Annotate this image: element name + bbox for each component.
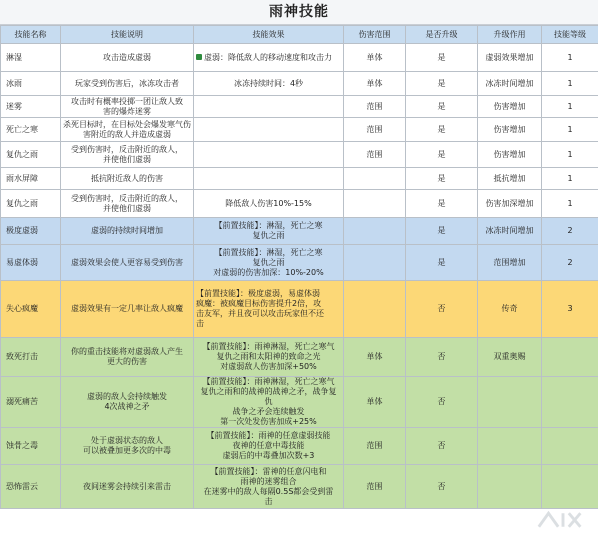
- cell-range: 范围: [344, 96, 406, 118]
- cell-skill-desc: [61, 338, 194, 377]
- cell-range: [344, 218, 406, 245]
- effect-line: [196, 289, 341, 299]
- cell-range: [344, 190, 406, 218]
- effect-text: 【前置技能】：淋湿，死亡之寒: [214, 247, 323, 257]
- cell-range: 范围: [344, 428, 406, 465]
- cell-level: 1: [542, 44, 598, 72]
- desc-line: 杀死目标时，在目标处会爆发寒气伤: [63, 119, 191, 129]
- desc-line: 更大的伤害: [107, 357, 147, 366]
- cell-upgrade: 否: [406, 465, 478, 509]
- cell-level: [542, 428, 598, 465]
- effect-line: [196, 352, 341, 362]
- effect-text: 击: [196, 319, 204, 328]
- effect-text: 复仇之雨: [252, 231, 285, 240]
- cell-skill-desc: [61, 118, 194, 142]
- cell-skill-name: 恐怖雷云: [1, 465, 61, 509]
- table-row: [1, 96, 598, 118]
- cell-skill-desc: [61, 428, 194, 465]
- green-flag-icon: [196, 54, 202, 60]
- effect-text: 【前置技能】：淋湿，死亡之寒: [214, 221, 323, 230]
- table-row: [1, 338, 598, 377]
- desc-line: 虚弱效果有一定几率让敌人疯魔: [71, 304, 183, 313]
- effect-line: [196, 362, 341, 372]
- effect-text: 雨神的迷雾组合: [240, 476, 297, 486]
- cell-effect-up: 范围增加: [478, 245, 542, 281]
- effect-text: 冰冻持续时间：4秒: [233, 78, 304, 88]
- cell-level: [542, 377, 598, 428]
- cell-upgrade: 是: [406, 245, 478, 281]
- table-row: [1, 142, 598, 168]
- cell-level: 2: [542, 245, 598, 281]
- cell-skill-name: 极度虚弱: [1, 218, 61, 245]
- cell-upgrade: 是: [406, 96, 478, 118]
- effect-text: 降低敌人伤害10%-15%: [225, 198, 312, 208]
- effect-text: 复仇之雨和太阳神的致命之光: [216, 352, 321, 361]
- effect-line: [196, 309, 341, 319]
- table-row: [1, 168, 598, 190]
- cell-upgrade: 否: [406, 281, 478, 338]
- cell-level: 1: [542, 142, 598, 168]
- cell-skill-desc: [61, 44, 194, 72]
- cell-effect-up: 伤害加深增加: [478, 190, 542, 218]
- header-skill-level: 技能等级: [542, 26, 598, 44]
- cell-skill-name: 冰雨: [1, 72, 61, 96]
- watermark-logo: [534, 505, 592, 535]
- cell-range: 单体: [344, 44, 406, 72]
- effect-text: 【前置技能】：雨神淋湿，死亡之寒气: [202, 377, 335, 386]
- effect-text: 【前置技能】：雨神淋湿，死亡之寒气: [202, 342, 335, 351]
- effect-text: 对虚弱敌人伤害加深+50%: [220, 362, 317, 371]
- cell-skill-desc: [61, 218, 194, 245]
- cell-level: 1: [542, 190, 598, 218]
- table-row: [1, 190, 598, 218]
- effect-line: [196, 407, 341, 417]
- cell-effect-up: 冰冻时间增加: [478, 218, 542, 245]
- cell-skill-effect: [194, 142, 344, 168]
- cell-upgrade: 否: [406, 377, 478, 428]
- table-row: [1, 218, 598, 245]
- cell-upgrade: 是: [406, 44, 478, 72]
- desc-line: 可以被叠加更多次的中毒: [83, 446, 171, 455]
- effect-line: [196, 467, 341, 477]
- cell-range: 范围: [344, 118, 406, 142]
- cell-upgrade: 是: [406, 72, 478, 96]
- cell-skill-effect: [194, 190, 344, 218]
- table-row: [1, 281, 598, 338]
- cell-effect-up: 双重奥赐: [478, 338, 542, 377]
- effect-line: [196, 319, 341, 329]
- effect-text: 【前置技能】：雨神的任意虚弱技能: [206, 431, 331, 440]
- cell-skill-desc: [61, 190, 194, 218]
- cell-skill-name: 致死打击: [1, 338, 61, 377]
- skill-table: [0, 25, 598, 509]
- cell-upgrade: 否: [406, 338, 478, 377]
- cell-range: 单体: [344, 377, 406, 428]
- desc-line: 抵抗附近敌人的伤害: [91, 173, 163, 183]
- effect-line: [196, 387, 341, 397]
- cell-skill-desc: [61, 96, 194, 118]
- header-skill-effect: 技能效果: [194, 26, 344, 44]
- effect-line: [196, 431, 341, 441]
- cell-skill-name: 复仇之雨: [1, 142, 61, 168]
- desc-line: 玩家受到伤害后，冰冻攻击者: [75, 78, 179, 88]
- cell-skill-effect: [194, 72, 344, 96]
- effect-text: 【前置技能】：雷神的任意闪电和: [210, 466, 327, 476]
- cell-effect-up: [478, 377, 542, 428]
- desc-line: 你的重击技能将对虚弱敌人产生: [71, 347, 183, 356]
- effect-line: [196, 477, 341, 487]
- desc-line: 受到伤害时，反击附近的敌人，: [71, 193, 183, 203]
- effect-text: 夜神的任意中毒技能: [232, 441, 305, 450]
- effect-text: 虚弱：降低敌人的移动速度和攻击力: [204, 52, 332, 62]
- cell-skill-effect: [194, 168, 344, 190]
- effect-line: [196, 268, 341, 278]
- cell-skill-name: 雨水屏障: [1, 168, 61, 190]
- cell-skill-effect: [194, 465, 344, 509]
- cell-skill-desc: [61, 245, 194, 281]
- desc-line: 攻击时有概率投掷一团让敌人致: [71, 96, 183, 106]
- cell-skill-effect: [194, 96, 344, 118]
- table-row: [1, 72, 598, 96]
- cell-range: 单体: [344, 72, 406, 96]
- effect-text: 击友军，并且夜可以攻击玩家但不还: [196, 309, 324, 318]
- effect-line: [196, 53, 341, 63]
- cell-range: 范围: [344, 465, 406, 509]
- cell-upgrade: 否: [406, 428, 478, 465]
- cell-effect-up: 传奇: [478, 281, 542, 338]
- desc-line: 虚弱的敌人会持续触发: [87, 392, 167, 401]
- cell-skill-desc: [61, 142, 194, 168]
- effect-line: [196, 497, 341, 507]
- effect-text: 仇: [264, 397, 273, 406]
- table-row: [1, 428, 598, 465]
- cell-upgrade: 是: [406, 142, 478, 168]
- effect-line: [196, 417, 341, 427]
- cell-upgrade: 是: [406, 118, 478, 142]
- header-skill-desc: 技能说明: [61, 26, 194, 44]
- table-row: [1, 465, 598, 509]
- page-title: 雨神技能: [0, 0, 598, 25]
- table-row: [1, 44, 598, 72]
- cell-skill-desc: [61, 168, 194, 190]
- cell-range: [344, 245, 406, 281]
- effect-line: [196, 248, 341, 258]
- effect-text: 在迷雾中的敌人每隔0.5S都会受到雷: [203, 486, 334, 496]
- effect-line: [196, 299, 341, 309]
- effect-line: [196, 377, 341, 387]
- cell-skill-name: 失心疯魔: [1, 281, 61, 338]
- cell-effect-up: 冰冻时间增加: [478, 72, 542, 96]
- effect-text: 【前置技能】：极度虚弱，易虚体弱: [196, 289, 320, 298]
- cell-effect-up: 虚弱效果增加: [478, 44, 542, 72]
- table-row: [1, 118, 598, 142]
- cell-level: [542, 465, 598, 509]
- desc-line: 虚弱效果会使人更容易受到伤害: [71, 257, 183, 267]
- cell-effect-up: 伤害增加: [478, 96, 542, 118]
- table-row: [1, 377, 598, 428]
- effect-text: 击: [264, 496, 273, 506]
- cell-level: 2: [542, 218, 598, 245]
- cell-skill-name: 淋湿: [1, 44, 61, 72]
- effect-line: [196, 231, 341, 241]
- header-upgrade-effect: 升级作用: [478, 26, 542, 44]
- effect-line: [196, 221, 341, 231]
- cell-skill-effect: [194, 377, 344, 428]
- cell-level: 3: [542, 281, 598, 338]
- header-skill-name: 技能名称: [1, 26, 61, 44]
- cell-skill-name: 死亡之寒: [1, 118, 61, 142]
- effect-line: [196, 451, 341, 461]
- header-upgradable: 是否升级: [406, 26, 478, 44]
- desc-line: 夜间迷雾会持续引来雷击: [83, 481, 171, 491]
- desc-line: 攻击造成虚弱: [103, 52, 151, 62]
- table-row: [1, 245, 598, 281]
- cell-skill-name: 易虚体弱: [1, 245, 61, 281]
- effect-text: 虚弱后的中毒叠加次数+3: [222, 451, 315, 460]
- cell-effect-up: 抵抗增加: [478, 168, 542, 190]
- cell-skill-effect: [194, 338, 344, 377]
- cell-skill-effect: [194, 218, 344, 245]
- cell-range: 单体: [344, 338, 406, 377]
- effect-text: 第一次处发伤害加成+25%: [220, 417, 317, 426]
- cell-upgrade: 是: [406, 168, 478, 190]
- cell-skill-desc: [61, 377, 194, 428]
- cell-effect-up: [478, 465, 542, 509]
- table-header-row: [1, 26, 598, 44]
- desc-line: 害附近的敌人并造成虚弱: [83, 129, 171, 139]
- cell-level: 1: [542, 96, 598, 118]
- desc-line: 并使他们虚弱: [103, 203, 151, 213]
- cell-skill-name: 溺死痛苦: [1, 377, 61, 428]
- cell-effect-up: 伤害增加: [478, 118, 542, 142]
- cell-upgrade: 是: [406, 218, 478, 245]
- cell-range: [344, 168, 406, 190]
- effect-line: [196, 79, 341, 89]
- effect-text: 疯魔：被疯魔目标伤害提升2倍，攻: [196, 299, 322, 308]
- desc-line: 处于虚弱状态的敌人: [91, 436, 163, 445]
- cell-skill-desc: [61, 465, 194, 509]
- effect-text: 对虚弱的伤害加深：10%-20%: [213, 267, 324, 277]
- cell-effect-up: 伤害增加: [478, 142, 542, 168]
- desc-line: 并使他们虚弱: [103, 154, 151, 164]
- cell-level: 1: [542, 72, 598, 96]
- cell-level: 1: [542, 118, 598, 142]
- cell-range: [344, 281, 406, 338]
- cell-skill-effect: [194, 118, 344, 142]
- cell-skill-name: 复仇之雨: [1, 190, 61, 218]
- cell-skill-effect: [194, 281, 344, 338]
- cell-level: 1: [542, 168, 598, 190]
- cell-skill-name: 迷雾: [1, 96, 61, 118]
- cell-level: [542, 338, 598, 377]
- effect-text: 复仇之雨和的战神的战神之矛，战争复: [200, 387, 337, 396]
- desc-line: 4次战神之矛: [104, 402, 150, 411]
- effect-text: 战争之矛会连续触发: [232, 407, 305, 416]
- effect-line: [196, 199, 341, 209]
- cell-skill-name: 蚀骨之毒: [1, 428, 61, 465]
- desc-line: 受到伤害时，反击附近的敌人，: [71, 144, 183, 154]
- cell-skill-effect: [194, 44, 344, 72]
- effect-line: [196, 258, 341, 268]
- cell-range: 范围: [344, 142, 406, 168]
- cell-skill-desc: [61, 281, 194, 338]
- desc-line: 害的爆炸迷雾: [103, 106, 151, 116]
- effect-line: [196, 397, 341, 407]
- cell-skill-effect: [194, 428, 344, 465]
- effect-line: [196, 441, 341, 451]
- effect-text: 复仇之雨: [252, 257, 285, 267]
- desc-line: 虚弱的持续时间增加: [91, 226, 163, 235]
- cell-upgrade: 是: [406, 190, 478, 218]
- cell-effect-up: [478, 428, 542, 465]
- effect-line: [196, 342, 341, 352]
- header-damage-range: 伤害范围: [344, 26, 406, 44]
- cell-skill-effect: [194, 245, 344, 281]
- cell-skill-desc: [61, 72, 194, 96]
- effect-line: [196, 487, 341, 497]
